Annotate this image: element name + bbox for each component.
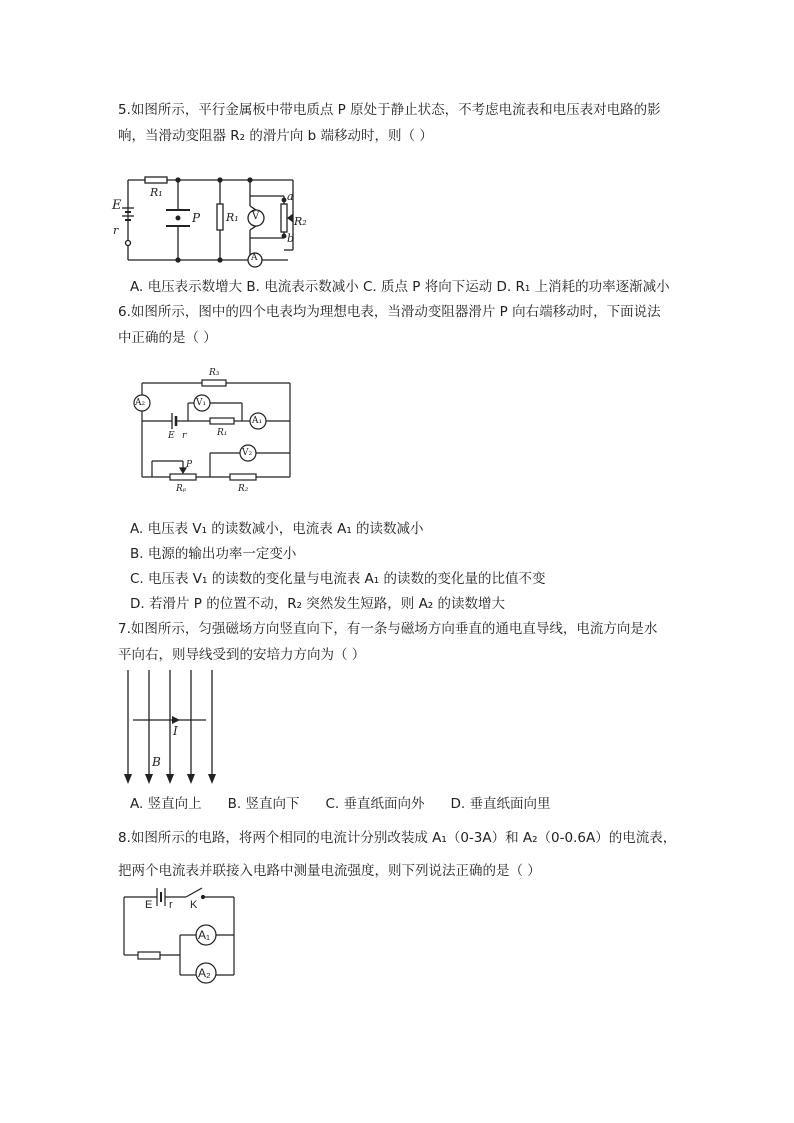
q6-label-v2: V₂ <box>242 448 253 458</box>
q8-label-a1: A₁ <box>198 928 211 942</box>
q6-label-a2: A₂ <box>135 398 146 408</box>
q8-label-r: r <box>169 899 173 911</box>
q6-option-a: A. 电压表 V₁ 的读数减小，电流表 A₁ 的读数减小 <box>130 521 424 537</box>
q7-option-a: A. 竖直向上 <box>130 796 202 812</box>
q6-label-r2: R₂ <box>238 484 249 494</box>
q7-label-current: I <box>173 724 178 738</box>
q6-label-r3: R₃ <box>209 368 220 378</box>
q5-label-v: V <box>252 211 260 222</box>
q5-options: A. 电压表示数增大 B. 电流表示数减小 C. 质点 P 将向下运动 D. R₁ 上消耗的功率逐渐减小 <box>130 279 670 295</box>
q5-label-r1-mid: R₁ <box>226 211 239 224</box>
q5-label-e: E <box>112 198 122 213</box>
q6-option-b: B. 电源的输出功率一定变小 <box>130 546 297 562</box>
q6-label-r1: R₁ <box>217 428 228 438</box>
q6-label-e: E <box>168 431 175 441</box>
q7-label-field: B <box>152 755 161 769</box>
q7-magnetic-field-figure <box>118 668 223 788</box>
q6-label-v1: V₁ <box>196 398 207 408</box>
q7-stem-line1: 7.如图所示，匀强磁场方向竖直向下，有一条与磁场方向垂直的通电直导线，电流方向是水 <box>118 621 658 637</box>
q8-label-e: E <box>145 899 153 911</box>
q6-option-c: C. 电压表 V₁ 的读数的变化量与电流表 A₁ 的读数的变化量的比值不变 <box>130 571 546 587</box>
q8-label-k: K <box>190 899 198 911</box>
q5-stem-line2: 响，当滑动变阻器 R₂ 的滑片向 b 端移动时，则（ ） <box>118 128 433 144</box>
q5-label-r1-top: R₁ <box>150 186 163 199</box>
q5-label-r2: R₂ <box>294 215 307 228</box>
q7-options <box>130 795 550 813</box>
q8-stem-line2: 把两个电流表并联接入电路中测量电流强度，则下列说法正确的是（ ） <box>118 863 541 879</box>
q7-option-b: B. 竖直向下 <box>227 796 300 812</box>
q8-stem-line1: 8.如图所示的电路，将两个相同的电流计分别改装成 A₁（0-3A）和 A₂（0-0.6A）的电流表， <box>118 830 677 846</box>
q6-stem-line2: 中正确的是（ ） <box>118 330 217 346</box>
q7-option-d: D. 垂直纸面向里 <box>450 796 551 812</box>
q6-stem-line1: 6.如图所示，图中的四个电表均为理想电表，当滑动变阻器滑片 P 向右端移动时，下面说法 <box>118 304 661 320</box>
q5-label-b: b <box>287 232 295 245</box>
q5-label-a: a <box>287 190 294 203</box>
q6-option-d: D. 若滑片 P 的位置不动，R₂ 突然发生短路，则 A₂ 的读数增大 <box>130 596 506 612</box>
q7-option-c: C. 垂直纸面向外 <box>325 796 425 812</box>
q5-label-ammeter: A <box>251 253 258 263</box>
q6-label-p: P <box>186 460 193 470</box>
q5-label-r: r <box>113 224 119 237</box>
q5-stem-line1: 5.如图所示，平行金属板中带电质点 P 原处于静止状态，不考虑电流表和电压表对电路的影 <box>118 102 661 118</box>
q6-label-a1: A₁ <box>252 416 263 426</box>
q5-label-p: P <box>192 211 201 225</box>
q6-label-rp: Rₚ <box>176 484 187 494</box>
q8-label-a2: A₂ <box>198 966 211 980</box>
q6-label-r: r <box>182 431 187 441</box>
q6-circuit-figure <box>130 365 300 500</box>
q7-stem-line2: 平向右，则导线受到的安培力方向为（ ） <box>118 647 366 663</box>
q5-circuit-figure <box>108 168 308 273</box>
q8-circuit-figure <box>120 885 245 985</box>
